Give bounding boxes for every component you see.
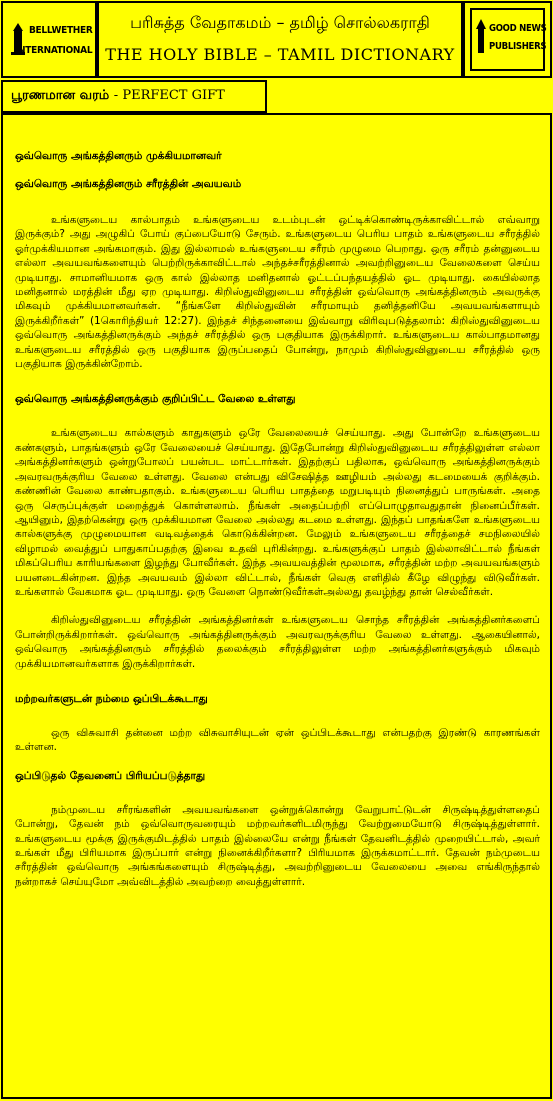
heading-importance: ஒவ்வொரு அங்கத்தினரும் முக்கியமானவர் bbox=[15, 150, 222, 162]
torch-icon bbox=[475, 19, 487, 55]
bellwether-logo bbox=[1, 1, 97, 78]
logo-line-2: INTERNATIONAL bbox=[15, 45, 93, 56]
title-english: THE HOLY BIBLE – TAMIL DICTIONARY bbox=[105, 45, 455, 64]
heading-no-comparison: மற்றவர்களுடன் நம்மை ஒப்பிடக்கூடாது bbox=[15, 692, 208, 705]
paragraph-creation: நம்முடைய சரீரங்களின் அவயவங்களை ஒன்றுக்கொன்று வேறுபாட்டுடன் சிருஷ்டித்துள்ளதைப் போன்று, தேவன் நம் ஒவ்வொருவரையும் மற்றவர்களிடமிருந்து வேற்றுமையோடு சிருஷ்டித்துள்ளார். உங்களுடைய மூக்கு இருக்குமிடத்தில் பாதம் இல்லையே என்று நீங்கள் தேவனிடத்தில் முறையிட்டால், அவர் உங்கள் மீது பிரியமாக இருப்பார் என்று நினைக்கிறீர்களா? பிரியமாக இருக்கமாட்டார். தேவன் நம்முடைய சரீரத்தின் ஒவ்வொரு அங்கங்களையும் சிருஷ்டித்து, அவற்றினுடைய வேலையை அவை எங்கிருந்தால் நன்றாகச் செய்யுமோ அவ்விடத்தில் அவற்றை வைத்துள்ளார். bbox=[15, 803, 540, 888]
logo-line-1: BELLWETHER bbox=[29, 25, 93, 36]
paragraph-members: கிறிஸ்துவினுடைய சரீரத்தின் அங்கத்தினர்கள் உங்களுடைய சொந்த சரீரத்தின் அங்கத்தினர்களைப் போன்றிருக்கிறார்கள். ஒவ்வொரு அங்கத்தினருக்கும் அவரவருக்குரிய வேலை உள்ளது. ஆகையினால், ஒவ்வொரு அங்கத்தினரும் சரீரத்தில் தலைக்கும் சரீரத்திலுள்ள மற்ற அங்கத்தினர்களுக்கும் மிகவும் முக்கியமானவர்களாக இருக்கிறார்கள். bbox=[15, 614, 540, 670]
title-box bbox=[97, 1, 463, 78]
good-news-logo bbox=[463, 1, 552, 78]
section-title-tamil: பூரணமான வரம் bbox=[11, 88, 110, 103]
article-body bbox=[1, 113, 552, 1099]
page-header bbox=[0, 0, 553, 80]
section-title-english: PERFECT GIFT bbox=[122, 88, 225, 103]
paragraph-work: உங்களுடைய கால்களும் காதுகளும் ஒரே வேலையைச் செய்யாது. அது போன்றே உங்களுடைய கண்களும், பாதங்களும் ஒரே வேலையைச் செய்யாது. இதேபோன்று கிறிஸ்துவினுடைய சரீரத்திலுள்ள எல்லா அங்கத்தினர்களும் ஒன்றுபோலப் பயன்பட மாட்டார்கள். இதற்குப் பதிலாக, ஒவ்வொரு அங்கத்தினருக்கும் அவரவருக்குரிய வேலை உள்ளது. வேலை என்பது விசேஷித்த ஊழியம் அல்லது கடமையைக் குறிக்கும். கண்ணின் வேலை காண்பதாகும். உங்களுடைய பெரிய பாதத்தை மறுபடியும் நினைத்துப் பாருங்கள். அதை ஒரு செருப்புக்குள் மறைத்துக் கொள்ளலாம். நீங்கள் அதைப்பற்றி எப்பொழுதாவதுதான் நினைப்பீர்கள். ஆயினும், இதற்கென்று ஒரு முக்கியமான வேலை அல்லது கடமை உள்ளது. இந்தப் பாதங்களே உங்களுடைய கால்களுக்கு முழுமையான வடிவத்தைக் கொடுக்கின்றன. மேலும் உங்களுடைய சரீரத்தைச் சமநிலையில் விழாமல் வைத்துப் பாதுகாப்பதற்கு இவை உதவி புரிகின்றது. உங்களுக்குப் பாதம் இல்லாவிட்டால் நீங்கள் மிகப்பெரிய காரியங்களை இழந்து போவீர்கள். இந்த அவயவத்தின் மூலமாக, சரீரத்தின் மற்ற அவயவங்களும் பயனடைகின்றன. இந்த அவயவம் இல்லா விட்டால், நீங்கள் வெகு எளிதில் கீழே விழுந்து விடுவீர்கள். உங்களால் வேகமாக ஓட முடியாது. ஒரு வேளை நொண்டுவீர்கள்அல்லது தவழ்ந்து தான் செல்வீர்கள். bbox=[15, 427, 540, 598]
logo-line-2: PUBLISHERS bbox=[489, 41, 547, 52]
paragraph-foot: உங்களுடைய கால்பாதம் உங்களுடைய உடம்புடன் ஒட்டிக்கொண்டிருக்காவிட்டால் எவ்வாறு இருக்கும்? அது அழுகிப் போய் குப்பையோடு சேரும். உங்களுடைய பெரிய பாதம் உங்களுடைய சரீரத்தில் ஓர்முக்கியமான அங்கமாகும். இது இல்லாமல் உங்களுடைய சரீரம் முழுமை பெறாது. ஒரு சரீரம் தன்னுடைய எல்லா அவயவங்களையும் பெற்றிருக்காவிட்டால் அந்தச்சரீரத்தினால் அவற்றினுடைய வேலைகளை செய்ய முடியாது. சாமானியமாக ஒரு கால் இல்லாத மனிதனால் ஓட்டப்பந்தயத்தில் ஓட முடியாது. கையில்லாத மனிதனால் மரத்தின் மீது ஏற முடியாது. கிறிஸ்துவினுடைய சரீரத்தின் ஒவ்வொரு அங்கத்தினரும் அவருக்கு மிகவும் முக்கியமானவர்கள். “நீங்களே கிறிஸ்துவின் சரீரமாயும் தனித்தனியே அவயவங்களாயும் இருக்கிறீர்கள்” (1கொரிந்தியர் 12:27). இந்தச் சிந்தனையை இவ்வாறு விரிவுபடுத்தலாம்: கிறிஸ்துவினுடைய ஒவ்வொரு அங்கத்தினருக்கும் அந்தச் சரீரத்தில் ஒரு பகுதியாக இருக்கிறார். உங்களுடைய கால்பாதமானது உங்களுடைய சரீரத்தில் ஒரு பகுதியாக இருப்பதைப் போன்று, நாமும் கிறிஸ்துவினுடைய சரீரத்தில் ஒரு பகுதியாக இருக்கின்றோம். bbox=[15, 214, 540, 371]
section-title-separator: - bbox=[113, 88, 123, 103]
heading-comparison-displeases: ஒப்பிடுதல் தேவனைப் பிரியப்படுத்தாது bbox=[15, 769, 206, 782]
paragraph-reasons: ஒரு விசுவாசி தன்னை மற்ற விசுவாசியுடன் ஏன் ஒப்பிடக்கூடாது என்பதற்கு இரண்டு காரணங்கள் உள்ளன. bbox=[15, 726, 540, 754]
heading-specific-work: ஒவ்வொரு அங்கத்தினருக்கும் குறிப்பிட்ட வேலை உள்ளது bbox=[15, 393, 296, 406]
section-title bbox=[11, 88, 225, 104]
title-tamil: பரிசுத்த வேதாகமம் – தமிழ் சொல்லகராதி bbox=[130, 13, 430, 32]
section-title-box bbox=[1, 80, 267, 113]
logo-line-1: GOOD NEWS bbox=[489, 23, 547, 34]
heading-body-part: ஒவ்வொரு அங்கத்தினரும் சரீரத்தின் அவயவம் bbox=[15, 178, 242, 190]
article-content bbox=[15, 149, 540, 889]
